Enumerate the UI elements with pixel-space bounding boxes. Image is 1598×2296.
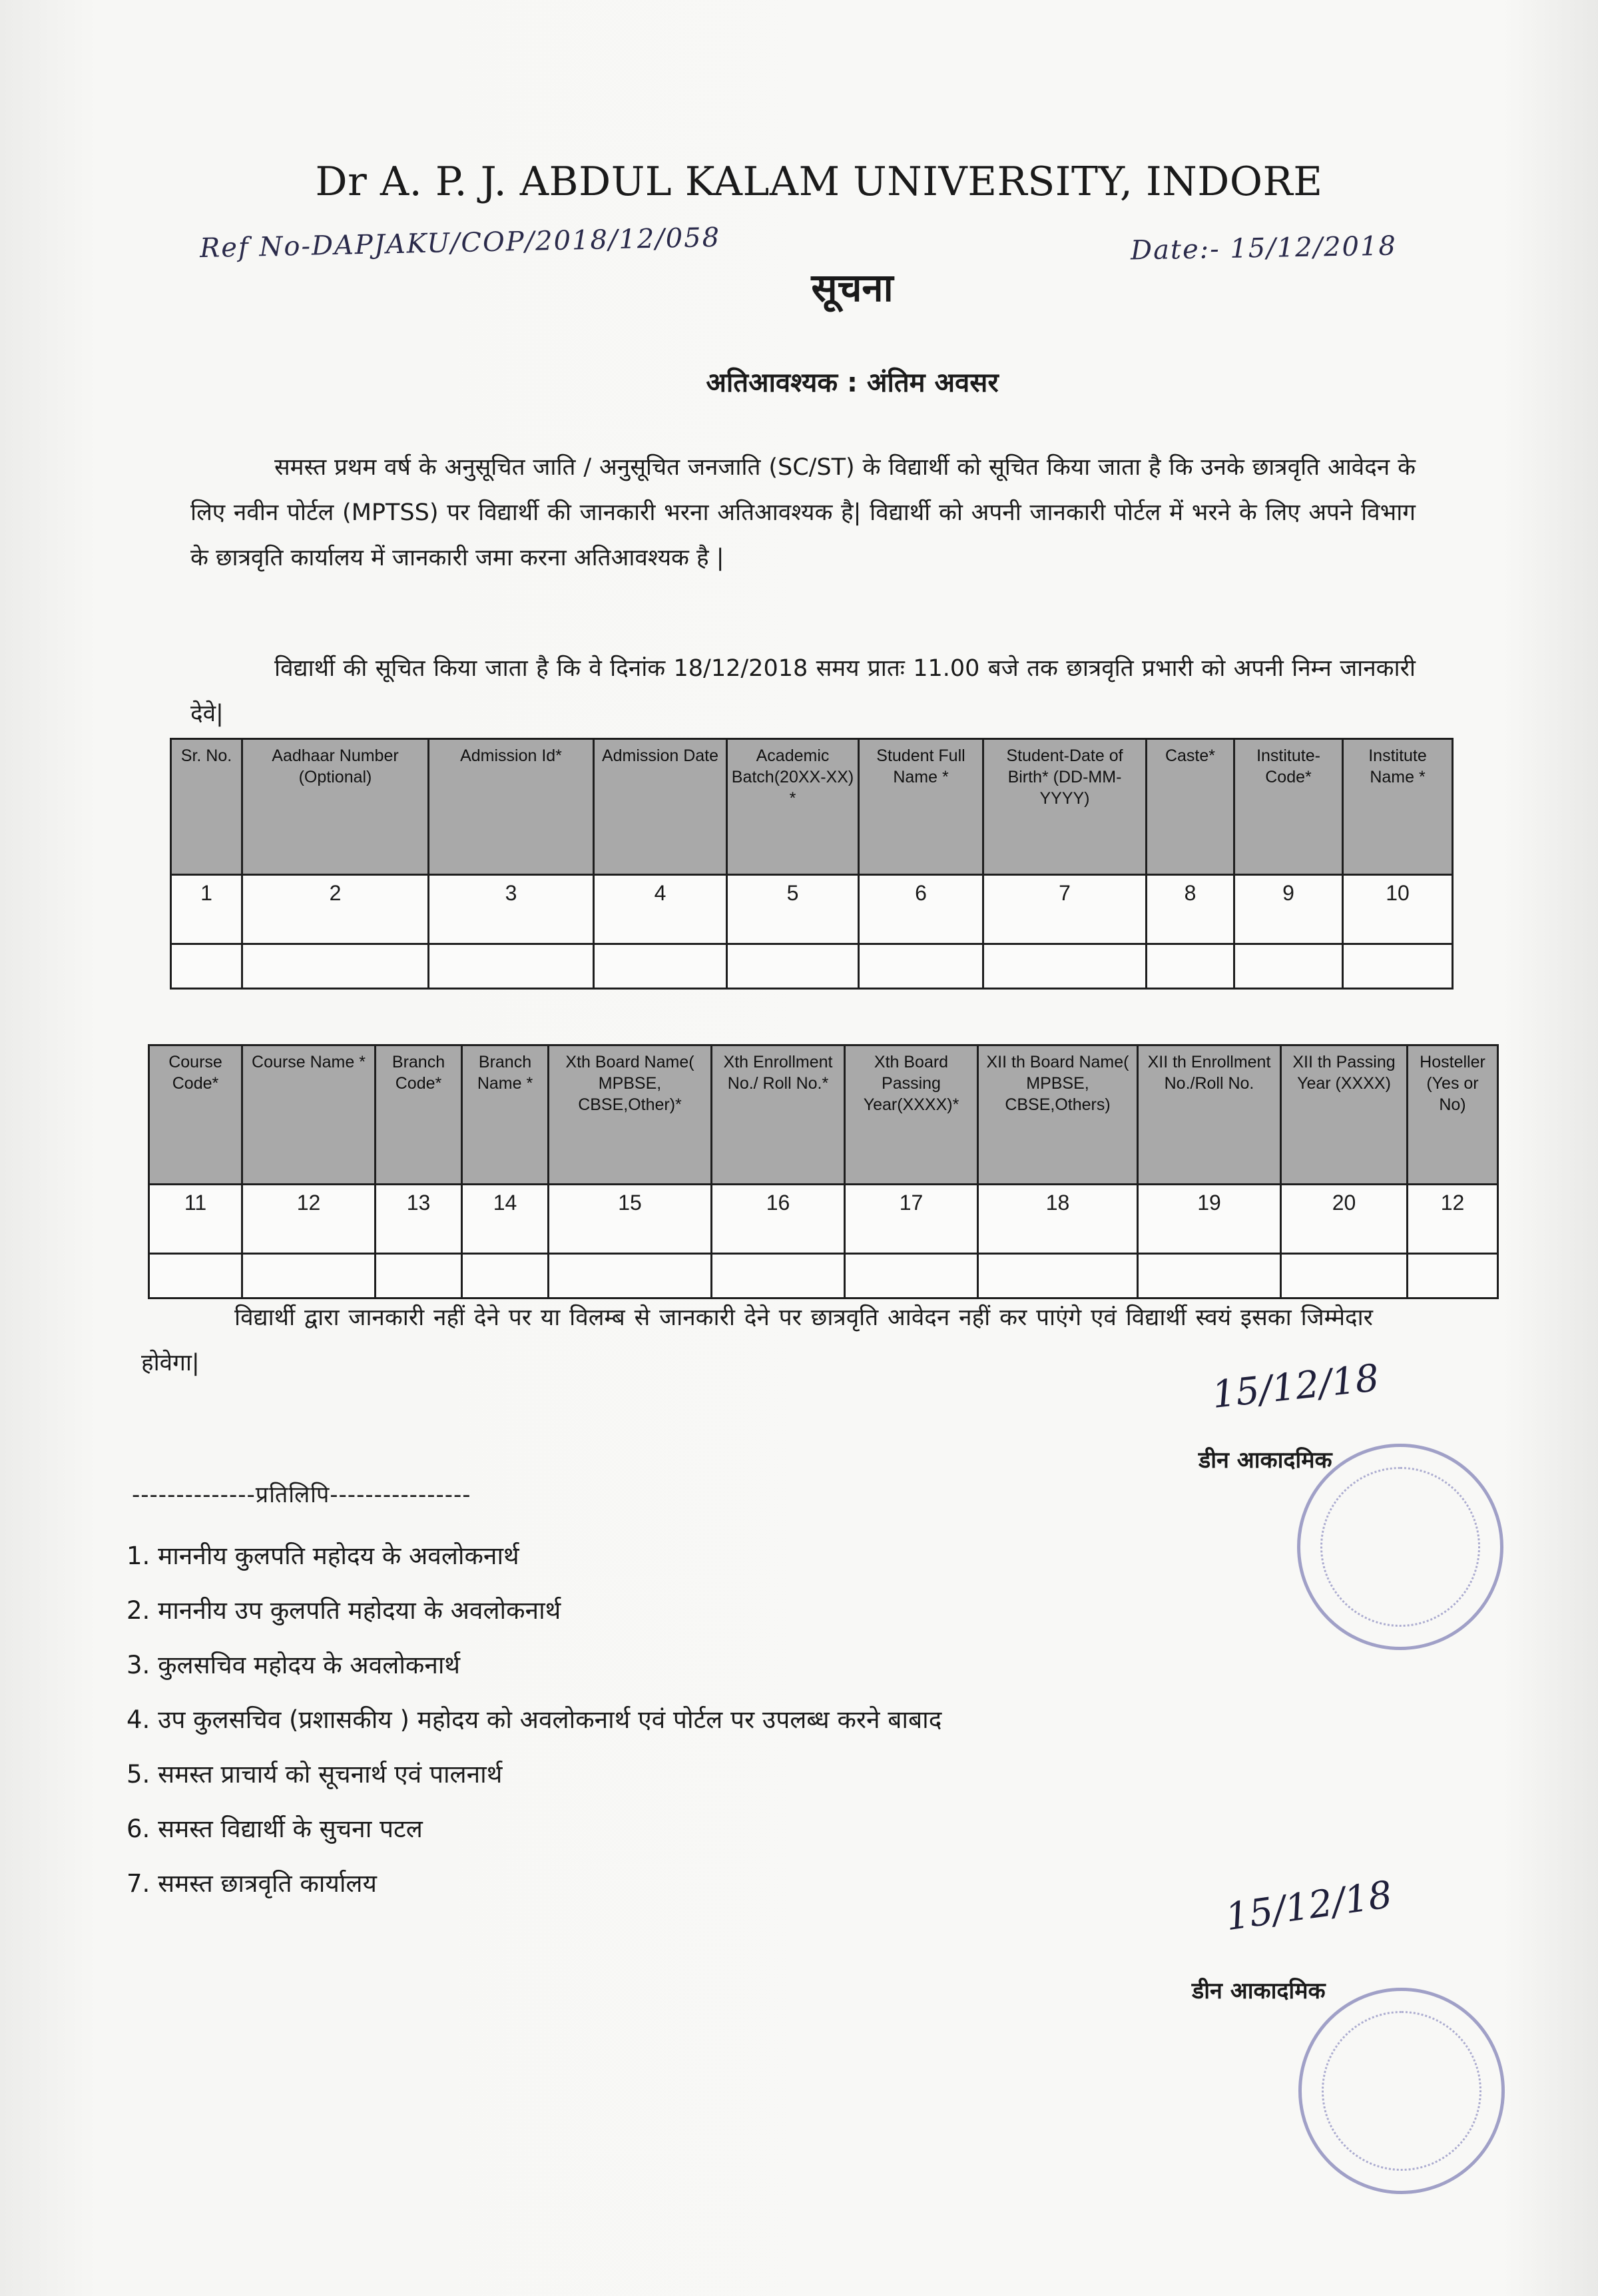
empty-cell xyxy=(242,1254,376,1298)
notice-title: सूचना xyxy=(811,265,894,310)
number-cell: 2 xyxy=(242,875,429,944)
header-cell: XII th Board Name( MPBSE, CBSE,Others) xyxy=(978,1045,1138,1185)
number-cell: 5 xyxy=(727,875,859,944)
number-cell: 16 xyxy=(712,1185,845,1254)
paragraph-intro: समस्त प्रथम वर्ष के अनुसूचित जाति / अनुसूचित जनजाति (SC/ST) के विद्यार्थी को सूचित किया जाता है कि उनके छात्रवृति आवेदन के लिए नवीन पोर्टल (MPTSS) पर विद्यार्थी की जानकारी भरना अतिआवश्यक है| विद्यार्थी को अपनी जानकारी पोर्टल में भरने के लिए अपने विभाग के छात्रवृति कार्यालय में जानकारी जमा करना अतिआवश्यक है | xyxy=(190,454,1416,571)
number-cell: 3 xyxy=(429,875,594,944)
empty-cell xyxy=(149,1254,242,1298)
number-cell: 10 xyxy=(1343,875,1453,944)
header-cell: Sr. No. xyxy=(171,739,242,875)
empty-cell xyxy=(727,944,859,989)
college-seal-2 xyxy=(1298,1988,1505,2194)
number-cell: 4 xyxy=(594,875,727,944)
header-cell: Course Code* xyxy=(149,1045,242,1185)
empty-cell xyxy=(978,1254,1138,1298)
table-row xyxy=(149,1254,1498,1298)
student-info-table-1 xyxy=(170,738,1454,990)
number-cell: 18 xyxy=(978,1185,1138,1254)
header-cell: Admission Id* xyxy=(429,739,594,875)
copies-list xyxy=(127,1529,941,1911)
header-cell: Academic Batch(20XX-XX) * xyxy=(727,739,859,875)
header-cell: Aadhaar Number (Optional) xyxy=(242,739,429,875)
empty-cell xyxy=(594,944,727,989)
notice-date: Date:- 15/12/2018 xyxy=(1130,230,1398,266)
university-name: Dr A. P. J. ABDUL KALAM UNIVERSITY, INDORE xyxy=(315,158,1323,205)
empty-cell xyxy=(171,944,242,989)
header-cell: XII th Passing Year (XXXX) xyxy=(1281,1045,1408,1185)
designation-1: डीन आकादमिक xyxy=(1198,1447,1332,1474)
empty-cell xyxy=(1234,944,1343,989)
header-cell: Xth Board Passing Year(XXXX)* xyxy=(845,1045,978,1185)
empty-cell xyxy=(983,944,1147,989)
number-cell: 17 xyxy=(845,1185,978,1254)
table-row xyxy=(149,1185,1498,1254)
table-header-row xyxy=(171,739,1453,875)
list-item: 1. माननीय कुलपति महोदय के अवलोकनार्थ xyxy=(127,1542,519,1570)
list-item: 7. समस्त छात्रवृति कार्यालय xyxy=(127,1869,377,1898)
number-cell: 9 xyxy=(1234,875,1343,944)
empty-cell xyxy=(429,944,594,989)
header-cell: Branch Code* xyxy=(376,1045,462,1185)
header-cell: Institute-Code* xyxy=(1234,739,1343,875)
header-cell: Branch Name * xyxy=(462,1045,549,1185)
number-cell: 15 xyxy=(549,1185,712,1254)
empty-cell xyxy=(549,1254,712,1298)
header-cell: Student Full Name * xyxy=(859,739,983,875)
empty-cell xyxy=(242,944,429,989)
empty-cell xyxy=(462,1254,549,1298)
number-cell: 7 xyxy=(983,875,1147,944)
list-item: 5. समस्त प्राचार्य को सूचनार्थ एवं पालनार्थ xyxy=(127,1760,503,1789)
signature-2: 15/12/18 xyxy=(1222,1872,1395,1940)
empty-cell xyxy=(1281,1254,1408,1298)
college-seal-1 xyxy=(1297,1444,1503,1650)
table-row xyxy=(171,944,1453,989)
empty-cell xyxy=(845,1254,978,1298)
header-cell: Xth Enrollment No./ Roll No.* xyxy=(712,1045,845,1185)
empty-cell xyxy=(859,944,983,989)
empty-cell xyxy=(712,1254,845,1298)
header-cell: Student-Date of Birth* (DD-MM-YYYY) xyxy=(983,739,1147,875)
list-item: 3. कुलसचिव महोदय के अवलोकनार्थ xyxy=(127,1651,461,1679)
number-cell: 20 xyxy=(1281,1185,1408,1254)
reference-number: Ref No-DAPJAKU/COP/2018/12/058 xyxy=(199,222,721,264)
table-row xyxy=(171,875,1453,944)
header-cell: Admission Date xyxy=(594,739,727,875)
paragraph-deadline: विद्यार्थी की सूचित किया जाता है कि वे दिनांक 18/12/2018 समय प्रातः 11.00 बजे तक छात्रवृति प्रभारी को अपनी निम्न जानकारी देवे| xyxy=(190,655,1416,727)
empty-cell xyxy=(1147,944,1234,989)
header-cell: Caste* xyxy=(1147,739,1234,875)
student-info-table-2 xyxy=(148,1044,1499,1299)
number-cell: 12 xyxy=(1408,1185,1498,1254)
copies-heading: --------------प्रतिलिपि---------------- xyxy=(132,1482,471,1508)
number-cell: 8 xyxy=(1147,875,1234,944)
header-cell: Institute Name * xyxy=(1343,739,1453,875)
paragraph-warning: विद्यार्थी द्वारा जानकारी नहीं देने पर या विलम्ब से जानकारी देने पर छात्रवृति आवेदन नहीं कर पाएंगे एवं विद्यार्थी स्वयं इसका जिम्मेदार होवेगा| xyxy=(141,1304,1373,1376)
empty-cell xyxy=(376,1254,462,1298)
number-cell: 19 xyxy=(1138,1185,1281,1254)
empty-cell xyxy=(1138,1254,1281,1298)
number-cell: 1 xyxy=(171,875,242,944)
number-cell: 11 xyxy=(149,1185,242,1254)
header-cell: XII th Enrollment No./Roll No. xyxy=(1138,1045,1281,1185)
list-item: 4. उप कुलसचिव (प्रशासकीय ) महोदय को अवलोकनार्थ एवं पोर्टल पर उपलब्ध करने बाबाद xyxy=(127,1705,942,1734)
empty-cell xyxy=(1408,1254,1498,1298)
list-item: 6. समस्त विद्यार्थी के सुचना पटल xyxy=(127,1815,423,1843)
number-cell: 6 xyxy=(859,875,983,944)
urgent-title: अतिआवश्यक : अंतिम अवसर xyxy=(706,368,999,398)
signature-1: 15/12/18 xyxy=(1210,1356,1382,1417)
number-cell: 14 xyxy=(462,1185,549,1254)
empty-cell xyxy=(1343,944,1453,989)
header-cell: Xth Board Name( MPBSE, CBSE,Other)* xyxy=(549,1045,712,1185)
header-cell: Hosteller (Yes or No) xyxy=(1408,1045,1498,1185)
header-cell: Course Name * xyxy=(242,1045,376,1185)
designation-2: डीन आकादमिक xyxy=(1192,1978,1326,2004)
number-cell: 12 xyxy=(242,1185,376,1254)
list-item: 2. माननीय उप कुलपति महोदया के अवलोकनार्थ xyxy=(127,1596,561,1625)
number-cell: 13 xyxy=(376,1185,462,1254)
table-header-row xyxy=(149,1045,1498,1185)
